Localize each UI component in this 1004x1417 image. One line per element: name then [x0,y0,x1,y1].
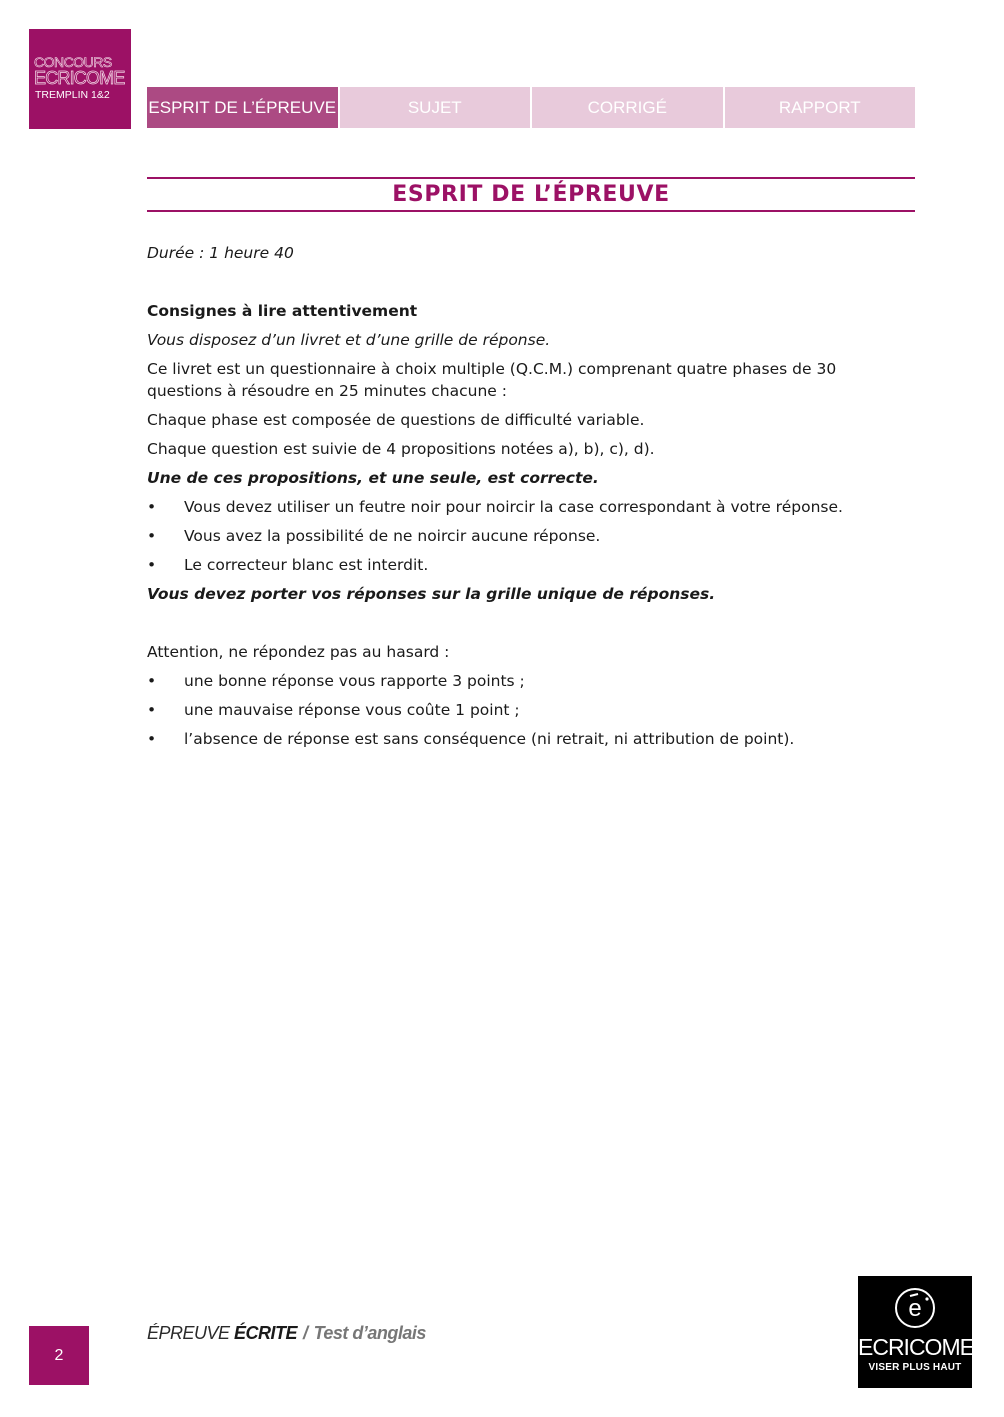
tab-sujet[interactable]: SUJET [340,87,531,128]
logo-line-ecricome: ECRICOME [34,68,125,88]
bullet-icon: • [147,672,157,690]
bullet-icon: • [147,527,157,545]
logo-line-concours: CONCOURS [34,54,112,70]
duration: Durée : 1 heure 40 [147,244,294,262]
page-number: 2 [29,1326,89,1385]
tab-corrige[interactable]: CORRIGÉ [532,87,723,128]
footer-epreuve: ÉPREUVE [147,1323,235,1343]
scoring-text: une mauvaise réponse vous coûte 1 point ; [184,701,520,719]
footer-subject: Test d’anglais [313,1323,426,1343]
footer-ecrite: ÉCRITE [234,1323,298,1343]
bullet-icon: • [147,730,157,748]
footer-separator: / [303,1323,308,1343]
instructions-title: Consignes à lire attentivement [147,302,418,320]
rule-text: Vous devez utiliser un feutre noir pour noircir la case correspondant à votre réponse. [184,498,843,516]
scoring-text: une bonne réponse vous rapporte 3 points ; [184,672,525,690]
qcm-line-1: Ce livret est un questionnaire à choix multiple (Q.C.M.) comprenant quatre phases de 30 [147,360,837,378]
ecricome-e-icon [893,1286,937,1330]
propositions-line: Chaque question est suivie de 4 propositions notées a), b), c), d). [147,440,655,458]
phase-line: Chaque phase est composée de questions de difficulté variable. [147,411,645,429]
section-tabs [147,87,915,128]
bullet-icon: • [147,556,157,574]
scoring-text: l’absence de réponse est sans conséquence (ni retrait, ni attribution de point). [184,730,795,748]
section-heading [147,177,915,212]
one-correct-line: Une de ces propositions, et une seule, est correcte. [147,469,599,487]
bullet-icon: • [147,701,157,719]
tab-rapport[interactable]: RAPPORT [725,87,916,128]
ecricome-brand-logo [858,1276,972,1388]
tab-esprit[interactable]: ESPRIT DE L’ÉPREUVE [147,87,338,128]
concours-logo [29,29,131,129]
svg-text:e: e [908,1295,922,1322]
logo-line-tremplin: TREMPLIN 1&2 [35,89,110,101]
section-title: ESPRIT DE L’ÉPREUVE [392,182,670,207]
rule-text: Vous avez la possibilité de ne noircir aucune réponse. [184,527,601,545]
qcm-line-2: questions à résoudre en 25 minutes chacune : [147,382,507,400]
intro-line: Vous disposez d’un livret et d’une grille de réponse. [147,331,551,349]
grid-note: Vous devez porter vos réponses sur la grille unique de réponses. [147,585,716,603]
attention-line: Attention, ne répondez pas au hasard : [147,643,450,661]
bullet-icon: • [147,498,157,516]
brand-name: ECRICOME [858,1334,974,1360]
brand-tagline: VISER PLUS HAUT [868,1362,962,1373]
rule-text: Le correcteur blanc est interdit. [184,556,429,574]
footer-title [147,1323,426,1344]
